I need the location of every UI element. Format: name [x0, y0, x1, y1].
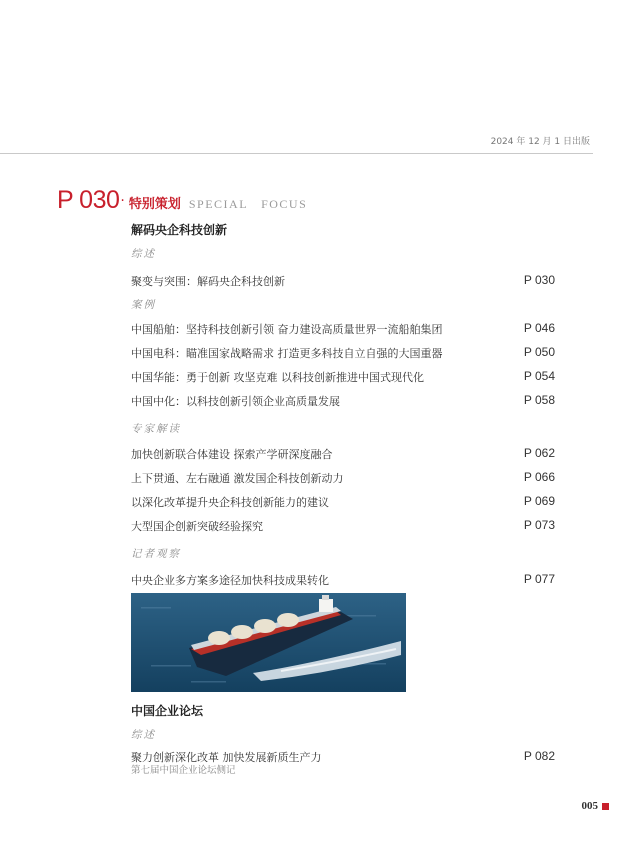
toc-entry-page: P 046 — [523, 321, 555, 335]
toc-entry[interactable] — [131, 273, 555, 289]
toc-entry-page: P 066 — [523, 470, 555, 484]
toc-entry[interactable] — [131, 470, 555, 486]
toc-entry-title: 大型国企创新突破经验探究 — [131, 520, 263, 533]
dot-separator: · — [120, 193, 125, 209]
subject-heading: 解码央企科技创新 — [131, 223, 228, 237]
toc-entry-title: 中国中化：以科技创新引领企业高质量发展 — [131, 395, 340, 408]
toc-entry[interactable] — [131, 321, 555, 337]
toc-entry-title: 中国船舶：坚持科技创新引领 奋力建设高质量世界一流船舶集团 — [131, 323, 443, 336]
toc-entry-title: 上下贯通、左右融通 激发国企科技创新动力 — [131, 472, 344, 485]
toc-entry[interactable] — [131, 572, 555, 588]
category-label: 专家解读 — [131, 423, 181, 435]
toc-entry-title: 以深化改革提升央企科技创新能力的建议 — [131, 496, 329, 509]
page-number-text: 005 — [581, 800, 598, 812]
category-label: 案例 — [131, 299, 156, 311]
toc-entry-page: P 058 — [523, 393, 555, 407]
page-number — [582, 800, 610, 812]
toc-entry-page: P 069 — [523, 494, 555, 508]
toc-entry-subtitle: 第七届中国企业论坛侧记 — [131, 765, 236, 776]
toc-entry-page: P 050 — [523, 345, 555, 359]
toc-entry-page: P 030 — [523, 273, 555, 287]
forum-heading: 中国企业论坛 — [131, 704, 204, 718]
special-focus-header — [57, 186, 307, 216]
toc-entry[interactable] — [131, 369, 555, 385]
toc-entry-page: P 073 — [523, 518, 555, 532]
category-label: 记者观察 — [131, 548, 181, 560]
category-label: 综述 — [131, 729, 156, 741]
toc-entry-title: 中国电科：瞄准国家战略需求 打造更多科技自立自强的大国重器 — [131, 347, 443, 360]
section-title-cn: 特别策划 — [128, 197, 181, 212]
toc-entry-title: 加快创新联合体建设 探索产学研深度融合 — [131, 448, 333, 461]
header-divider — [0, 153, 593, 154]
publication-date: 2024 年 12 月 1 日出版 — [490, 137, 590, 147]
toc-entry[interactable] — [131, 393, 555, 409]
toc-entry-title: 中央企业多方案多途径加快科技成果转化 — [131, 574, 329, 587]
section-title-en: SPECIAL FOCUS — [188, 197, 308, 211]
toc-entry[interactable] — [131, 446, 555, 462]
toc-entry-page: P 077 — [523, 572, 555, 586]
lng-carrier-photo — [131, 593, 406, 692]
section-page-number[interactable]: P 030 — [57, 186, 120, 214]
category-label: 综述 — [131, 248, 156, 260]
toc-entry[interactable] — [131, 518, 555, 534]
red-square-icon — [602, 803, 609, 810]
toc-entry-title: 聚变与突围：解码央企科技创新 — [131, 275, 285, 288]
toc-entry-title: 中国华能：勇于创新 攻坚克难 以科技创新推进中国式现代化 — [131, 371, 424, 384]
toc-entry[interactable] — [131, 494, 555, 510]
toc-entry[interactable] — [131, 345, 555, 361]
toc-entry-page: P 062 — [523, 446, 555, 460]
toc-entry-page: P 054 — [523, 369, 555, 383]
toc-entry-page: P 082 — [523, 749, 555, 763]
toc-entry-title: 聚力创新深化改革 加快发展新质生产力 — [131, 751, 322, 764]
